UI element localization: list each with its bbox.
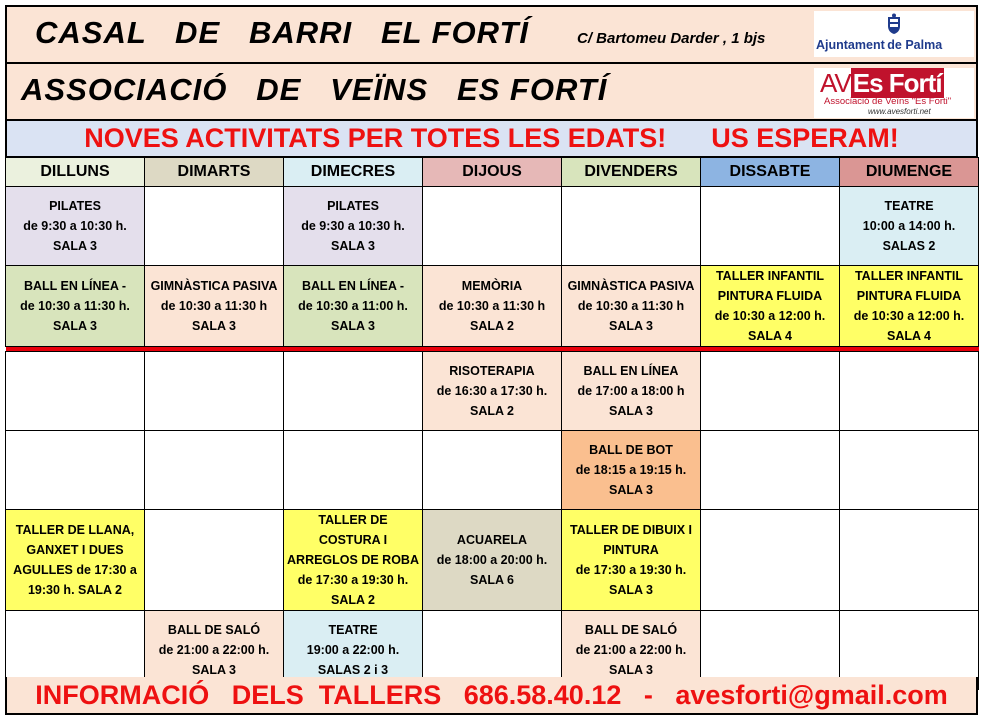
association-title: ASSOCIACIÓ DE VEÏNS ES FORTÍ	[21, 72, 608, 107]
day-header: DISSABTE	[701, 158, 840, 187]
activity-cell: BALL DE SALÓ de 21:00 a 22:00 h. SALA 3	[145, 611, 284, 690]
empty-cell	[423, 431, 562, 510]
activity-cell: ACUARELA de 18:00 a 20:00 h. SALA 6	[423, 510, 562, 611]
activity-cell: BALL EN LÍNEA - de 10:30 a 11:30 h. SALA 3	[6, 266, 145, 347]
day-header: DIJOUS	[423, 158, 562, 187]
empty-cell	[6, 352, 145, 431]
schedule-row	[6, 352, 979, 431]
activity-cell: TALLER DE COSTURA I ARREGLOS DE ROBA de 17:30 a 19:30 h. SALA 2	[284, 510, 423, 611]
empty-cell	[145, 352, 284, 431]
activity-cell: TEATRE 19:00 a 22:00 h. SALAS 2 i 3	[284, 611, 423, 690]
empty-cell	[145, 431, 284, 510]
center-title: CASAL DE BARRI EL FORTÍ	[35, 15, 530, 50]
avesforti-logo-main: AVEs Fortí	[820, 68, 942, 98]
activity-cell: MEMÒRIA de 10:30 a 11:30 h SALA 2	[423, 266, 562, 347]
activity-cell: BALL EN LÍNEA de 17:00 a 18:00 h SALA 3	[562, 352, 701, 431]
activity-cell: BALL EN LÍNEA - de 10:30 a 11:00 h. SALA 3	[284, 266, 423, 347]
activity-cell: BALL DE SALÓ de 21:00 a 22:00 h. SALA 3	[562, 611, 701, 690]
coat-of-arms-icon	[886, 13, 902, 35]
avesforti-logo-subtitle: Associació de Veïns "Es Forti"	[824, 96, 952, 107]
activity-cell: TEATRE 10:00 a 14:00 h. SALAS 2	[840, 187, 979, 266]
empty-cell	[284, 352, 423, 431]
empty-cell	[284, 431, 423, 510]
footer-contact: INFORMACIÓ DELS TALLERS 686.58.40.12 - avesforti@gmail.com	[35, 680, 948, 710]
activity-cell: GIMNÀSTICA PASIVA de 10:30 a 11:30 h SALA 3	[145, 266, 284, 347]
schedule-row	[6, 510, 979, 611]
footer	[5, 677, 978, 715]
empty-cell	[423, 187, 562, 266]
empty-cell	[701, 431, 840, 510]
schedule-row	[6, 187, 979, 266]
empty-cell	[701, 352, 840, 431]
schedule-row	[6, 431, 979, 510]
empty-cell	[701, 187, 840, 266]
day-header: DILLUNS	[6, 158, 145, 187]
day-header: DIUMENGE	[840, 158, 979, 187]
day-header: DIMARTS	[145, 158, 284, 187]
ajuntament-logo	[814, 11, 974, 57]
activity-cell: TALLER DE LLANA, GANXET I DUES AGULLES de 17:30 a 19:30 h. SALA 2	[6, 510, 145, 611]
schedule-row	[6, 266, 979, 347]
avesforti-logo	[814, 68, 974, 118]
activity-cell: BALL DE BOT de 18:15 a 19:15 h. SALA 3	[562, 431, 701, 510]
day-header-row	[6, 158, 979, 187]
activity-cell: PILATES de 9:30 a 10:30 h. SALA 3	[6, 187, 145, 266]
center-header	[5, 5, 978, 62]
activity-cell: TALLER DE DIBUIX I PINTURA de 17:30 a 19:30 h. SALA 3	[562, 510, 701, 611]
headline: NOVES ACTIVITATS PER TOTES LES EDATS! US ESPERAM!	[84, 123, 899, 153]
association-header	[5, 62, 978, 119]
empty-cell	[701, 510, 840, 611]
headline-banner	[5, 119, 978, 157]
empty-cell	[562, 187, 701, 266]
empty-cell	[145, 510, 284, 611]
avesforti-logo-url: www.avesforti.net	[868, 107, 931, 116]
activity-cell: TALLER INFANTIL PINTURA FLUIDA de 10:30 a 12:00 h. SALA 4	[701, 266, 840, 347]
empty-cell	[6, 431, 145, 510]
empty-cell	[840, 431, 979, 510]
activity-cell: RISOTERAPIA de 16:30 a 17:30 h. SALA 2	[423, 352, 562, 431]
address: C/ Bartomeu Darder , 1 bjs	[577, 30, 766, 47]
activity-cell: TALLER INFANTIL PINTURA FLUIDA de 10:30 a 12:00 h. SALA 4	[840, 266, 979, 347]
day-header: DIMECRES	[284, 158, 423, 187]
empty-cell	[145, 187, 284, 266]
empty-cell	[840, 352, 979, 431]
activity-cell: GIMNÀSTICA PASIVA de 10:30 a 11:30 h SALA 3	[562, 266, 701, 347]
ajuntament-logo-text: Ajuntament de Palma	[816, 38, 943, 52]
empty-cell	[840, 510, 979, 611]
schedule-table	[5, 157, 979, 690]
day-header: DIVENDERS	[562, 158, 701, 187]
activity-cell: PILATES de 9:30 a 10:30 h. SALA 3	[284, 187, 423, 266]
